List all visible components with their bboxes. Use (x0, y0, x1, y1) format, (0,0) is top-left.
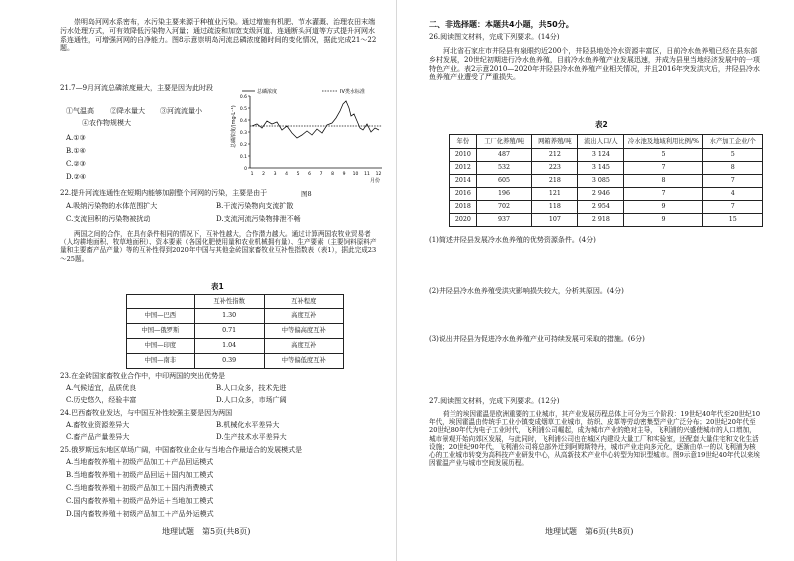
question-21-stem: 21.7—9月河流总磷浓度最大，主要是因为此时段 (60, 84, 214, 92)
table-2-cell: 218 (532, 175, 578, 188)
y-axis-label: 总磷浓度/(mg·L⁻¹) (231, 105, 237, 148)
table-1-cell: 0.39 (194, 354, 264, 369)
table-2-cell: 7 (624, 162, 703, 175)
legend-class-iv: IV类水标准 (340, 89, 365, 95)
question-26-part-3: (3)说出井陉县为促进冷水鱼养殖产业可持续发展可采取的措施。(6分) (429, 335, 645, 343)
total-phosphorus-series (252, 101, 379, 138)
table-1-cell: 0.71 (194, 324, 264, 339)
table-2-cell: 2020 (450, 214, 477, 227)
y-tick-label: 0.6 (239, 94, 247, 100)
table-2-cell: 223 (532, 162, 578, 175)
y-tick-label: 0.3 (239, 130, 247, 136)
q22-choice-b: B.干流污染物向支流扩散 (216, 202, 294, 210)
y-axis-ticks (240, 94, 250, 172)
intro-paragraph-21-22: 崇明岛河网水系密布，水污染主要来源于种植业污染。通过增施有机肥、节水灌溉、治理农田末端污水处理方式，可有效降低污染物入河量；通过疏浚和加宽支级河道、连通断头河道等方式提升河网水系连通性，可增强河网的自净能力。图8示意崇明岛河流总磷浓度随时间的变化情况，据此完成21～22题。 (60, 18, 377, 53)
table-2-header-factory: 工厂化养殖/吨 (476, 135, 532, 149)
table-2-cell: 15 (703, 214, 763, 227)
x-tick-label: 8 (331, 172, 334, 177)
x-axis-ticks (251, 171, 382, 177)
table-2-row (450, 175, 763, 188)
table-2-cell: 487 (476, 149, 532, 162)
question-27-stem: 27.阅读图文材料，完成下列要求。(12分) (429, 397, 560, 405)
table-1-cell: 中国—巴西 (127, 309, 195, 324)
question-22-stem: 22.提升河流连通性在短期内能够加剧整个河网的污染，主要是由于 (60, 189, 268, 197)
q21-choice-c: C.②③ (66, 160, 86, 168)
table-2-cell: 107 (532, 214, 578, 227)
q23-choice-b: B.人口众多，技术先进 (216, 384, 287, 392)
table-1-cell: 中国—印度 (127, 339, 195, 354)
table-2-cell: 7 (703, 201, 763, 214)
q21-option-1: ①气温高 (66, 107, 94, 115)
table-1-title: 表1 (211, 282, 224, 291)
table-2-cell: 9 (624, 201, 703, 214)
q25-choice-b: B.当地畜牧养殖＋初级产品回运＋国内加工模式 (66, 471, 214, 479)
table-2-row (450, 214, 763, 227)
y-tick-label: 0 (244, 166, 247, 172)
q24-choice-d: D.生产技术水平差异大 (216, 433, 287, 441)
table-2-cell: 3 124 (578, 149, 624, 162)
x-tick-label: 5 (296, 172, 300, 177)
q21-choice-d: D.②④ (66, 173, 87, 181)
table-2-cell: 7 (624, 188, 703, 201)
intro-paragraph-23-25: 两国之间的合作，在具有条件相同的情况下，互补性越大，合作潜力越大。通过计算两国农牧业贸易者（人均耕地面积、牧草地面积）、资本要素（各国化肥使用量和农业机械拥有量）、生产要素（主要饲料原料产量和主要畜产品产量）等的互补性得到2020年中国与其他金砖国家畜牧业互补性指数表（表1），据此完成23～25题。 (60, 230, 377, 263)
table-2 (449, 134, 763, 227)
table-2-cell: 121 (532, 188, 578, 201)
table-2-cell: 8 (703, 162, 763, 175)
table-2-cell: 3 085 (578, 175, 624, 188)
table-2-cell: 2010 (450, 149, 477, 162)
table-2-body (450, 149, 763, 227)
table-2-header-ratio: 冷水池及地域利用比例/% (624, 135, 703, 149)
q22-choice-c: C.支流回积的污染物被扰动 (66, 215, 151, 223)
table-2-row (450, 149, 763, 162)
q21-option-4: ④农作物规模大 (82, 119, 131, 127)
q22-choice-d: D.支流河流污染物排泄不畅 (216, 215, 301, 223)
table-2-cell: 605 (476, 175, 532, 188)
table-2-row (450, 162, 763, 175)
table-2-cell: 3 145 (578, 162, 624, 175)
x-axis-label: 月份 (370, 178, 381, 184)
x-tick-label: 6 (308, 172, 311, 177)
question-26-part-2: (2)井陉县冷水鱼养殖受洪灾影响损失较大，分析其原因。(4分) (429, 287, 624, 295)
table-2-row (450, 201, 763, 214)
x-tick-label: 1 (250, 172, 254, 177)
question-26-stem: 26.阅读图文材料，完成下列要求。(14分) (429, 33, 560, 41)
question-25-stem: 25.俄罗斯远东地区草场广阔，中国畜牧业企业与当地合作最适合的发展模式是 (60, 446, 303, 454)
table-2-cell: 212 (532, 149, 578, 162)
x-tick-label: 9 (342, 172, 346, 177)
table-2-cell: 702 (476, 201, 532, 214)
table-1-cell: 中国—南非 (127, 354, 195, 369)
x-tick-label: 4 (285, 172, 288, 177)
figure-8-caption: 图8 (301, 190, 312, 198)
table-2-cell: 2 918 (578, 214, 624, 227)
table-2-cell: 5 (703, 149, 763, 162)
table-2-cell: 532 (476, 162, 532, 175)
table-2-cell: 2016 (450, 188, 477, 201)
table-1-header-blank (127, 295, 195, 309)
table-2-cell: 8 (624, 175, 703, 188)
table-2-title: 表2 (595, 120, 608, 129)
page-footer-left: 地理试题 第5页(共8页) (162, 527, 251, 536)
x-tick-label: 7 (319, 172, 323, 177)
q21-option-3: ③河流流量小 (160, 107, 202, 115)
q24-choice-c: C.畜产品产量差异大 (66, 433, 130, 441)
q25-choice-c-duplicate: C.国内畜牧养殖＋初级产品外运＋当地加工模式 (66, 497, 214, 505)
table-2-cell: 2018 (450, 201, 477, 214)
table-2-cell: 5 (624, 149, 703, 162)
q24-choice-a: A.畜牧业资源差异大 (66, 421, 130, 429)
q25-choice-d: D.国内畜牧养殖＋初级产品加工＋产品外运模式 (66, 510, 214, 518)
page-footer-right: 地理试题 第6页(共8页) (545, 527, 634, 536)
table-2-header-enterprises: 水产加工企业/个 (703, 135, 763, 149)
question-24-stem: 24.巴西畜牧业发达，与中国互补性较强主要是因为两国 (60, 409, 233, 417)
figure-8-chart (230, 86, 388, 186)
q23-choice-d: D.人口众多，市场广阔 (216, 396, 287, 404)
q21-choice-a: A.①③ (66, 134, 86, 142)
question-26-material: 河北省石家庄市井陉县有泉眼约近200个，井陉县地处冷水资源丰富区，日前冷水鱼养殖已经在县东部乡村发展，20世纪初期进行冷水鱼养殖，目前冷水鱼养殖产业发展迅速，并成为县里当地经济发展中的一项特色产业。表2示意2010—2020年井陉县冷水鱼养殖产业相关情况，并且2016年突发洪灾后，井陉县冷水鱼养殖产业遭受了严重损失。 (429, 47, 760, 82)
y-tick-label: 0.4 (239, 118, 247, 124)
legend-total-phosphorus: 总磷浓度 (257, 89, 278, 95)
x-tick-label: 12 (375, 172, 382, 177)
q23-choice-c: C.历史悠久，经验丰富 (66, 396, 137, 404)
question-23-stem: 23.在金砖国家畜牧业合作中，中印两国的突出优势是 (60, 372, 226, 380)
q25-choice-a: A.当地畜牧养殖＋初级产品加工＋产品回运模式 (66, 458, 214, 466)
question-27-material: 荷兰的埃因霍温是欧洲重要的工业城市，其产业发展历程总体上可分为三个阶段：19世纪40年代至20世纪10年代，埃因霍温由传统手工业小镇变成烟草工业城市，纺织、皮革等劳动密集型产业广泛分布；20世纪20年代至20世纪80年代为电子工业时代，飞利浦公司崛起，成为城市产业的绝对主导，飞利浦的兴盛使城市的人口增加，城市景观开始向郊区发展，与此同时，飞利浦公司也在城区内建设大量工厂和实验室，还配套大量住宅和文化生活设施；20世纪90年代，飞利浦公司将总部外迁到阿姆斯特丹，城市产业走向多元化，逐渐由单一的以飞利浦为核心的工业城市转变为高科技产业研发中心，从高新技术产业中心转型为知识型城市。图9示意19世纪40年代以来埃因霍温产业与城市空间发展历程。 (429, 410, 761, 468)
q21-choice-b: B.①④ (66, 147, 86, 155)
table-1-cell: 高度互补 (264, 309, 343, 324)
table-2-cell: 9 (624, 214, 703, 227)
question-26-part-1: (1)简述井陉县发展冷水鱼养殖的优势资源条件。(4分) (429, 236, 596, 244)
x-tick-label: 2 (262, 172, 265, 177)
y-tick-label: 0.1 (239, 154, 247, 160)
x-tick-label: 10 (352, 172, 359, 177)
table-1-cell: 中国—俄罗斯 (127, 324, 195, 339)
table-2-cell: 937 (476, 214, 532, 227)
q24-choice-b: B.机械化水平差异大 (216, 421, 280, 429)
table-2-header-outflow: 流出人口/人 (578, 135, 624, 149)
table-1 (126, 294, 344, 369)
table-1-header-degree: 互补程度 (264, 295, 343, 309)
table-1-cell: 高度互补 (264, 339, 343, 354)
table-2-cell: 2014 (450, 175, 477, 188)
y-tick-label: 0.2 (239, 142, 247, 148)
exam-page-6 (397, 0, 794, 561)
table-2-cell: 2 954 (578, 201, 624, 214)
q23-choice-a: A.气候适宜，品质优良 (66, 384, 137, 392)
table-2-cell: 4 (703, 188, 763, 201)
section-heading: 二、非选择题：本题共4小题，共50分。 (429, 20, 574, 29)
table-2-cell: 118 (532, 201, 578, 214)
table-2-cell: 7 (703, 175, 763, 188)
table-2-header-cage: 网箱养殖/吨 (532, 135, 578, 149)
table-1-cell: 中等偏高度互补 (264, 324, 343, 339)
table-2-cell: 196 (476, 188, 532, 201)
table-2-cell: 2012 (450, 162, 477, 175)
q21-option-2: ②降水量大 (110, 107, 145, 115)
table-1-cell: 中等偏低度互补 (264, 354, 343, 369)
y-tick-label: 0.5 (239, 106, 247, 112)
table-2-cell: 2 946 (578, 188, 624, 201)
table-1-cell: 1.04 (194, 339, 264, 354)
x-tick-label: 3 (273, 172, 277, 177)
q25-choice-c: C.当地畜牧养殖＋初级产品加工＋国内消费模式 (66, 484, 214, 492)
q22-choice-a: A.吸纳污染物的水体范围扩大 (66, 202, 158, 210)
table-1-header-index: 互补性指数 (194, 295, 264, 309)
table-1-cell: 1.30 (194, 309, 264, 324)
x-tick-label: 11 (364, 172, 370, 177)
table-2-header-year: 年份 (450, 135, 477, 149)
table-2-row (450, 188, 763, 201)
